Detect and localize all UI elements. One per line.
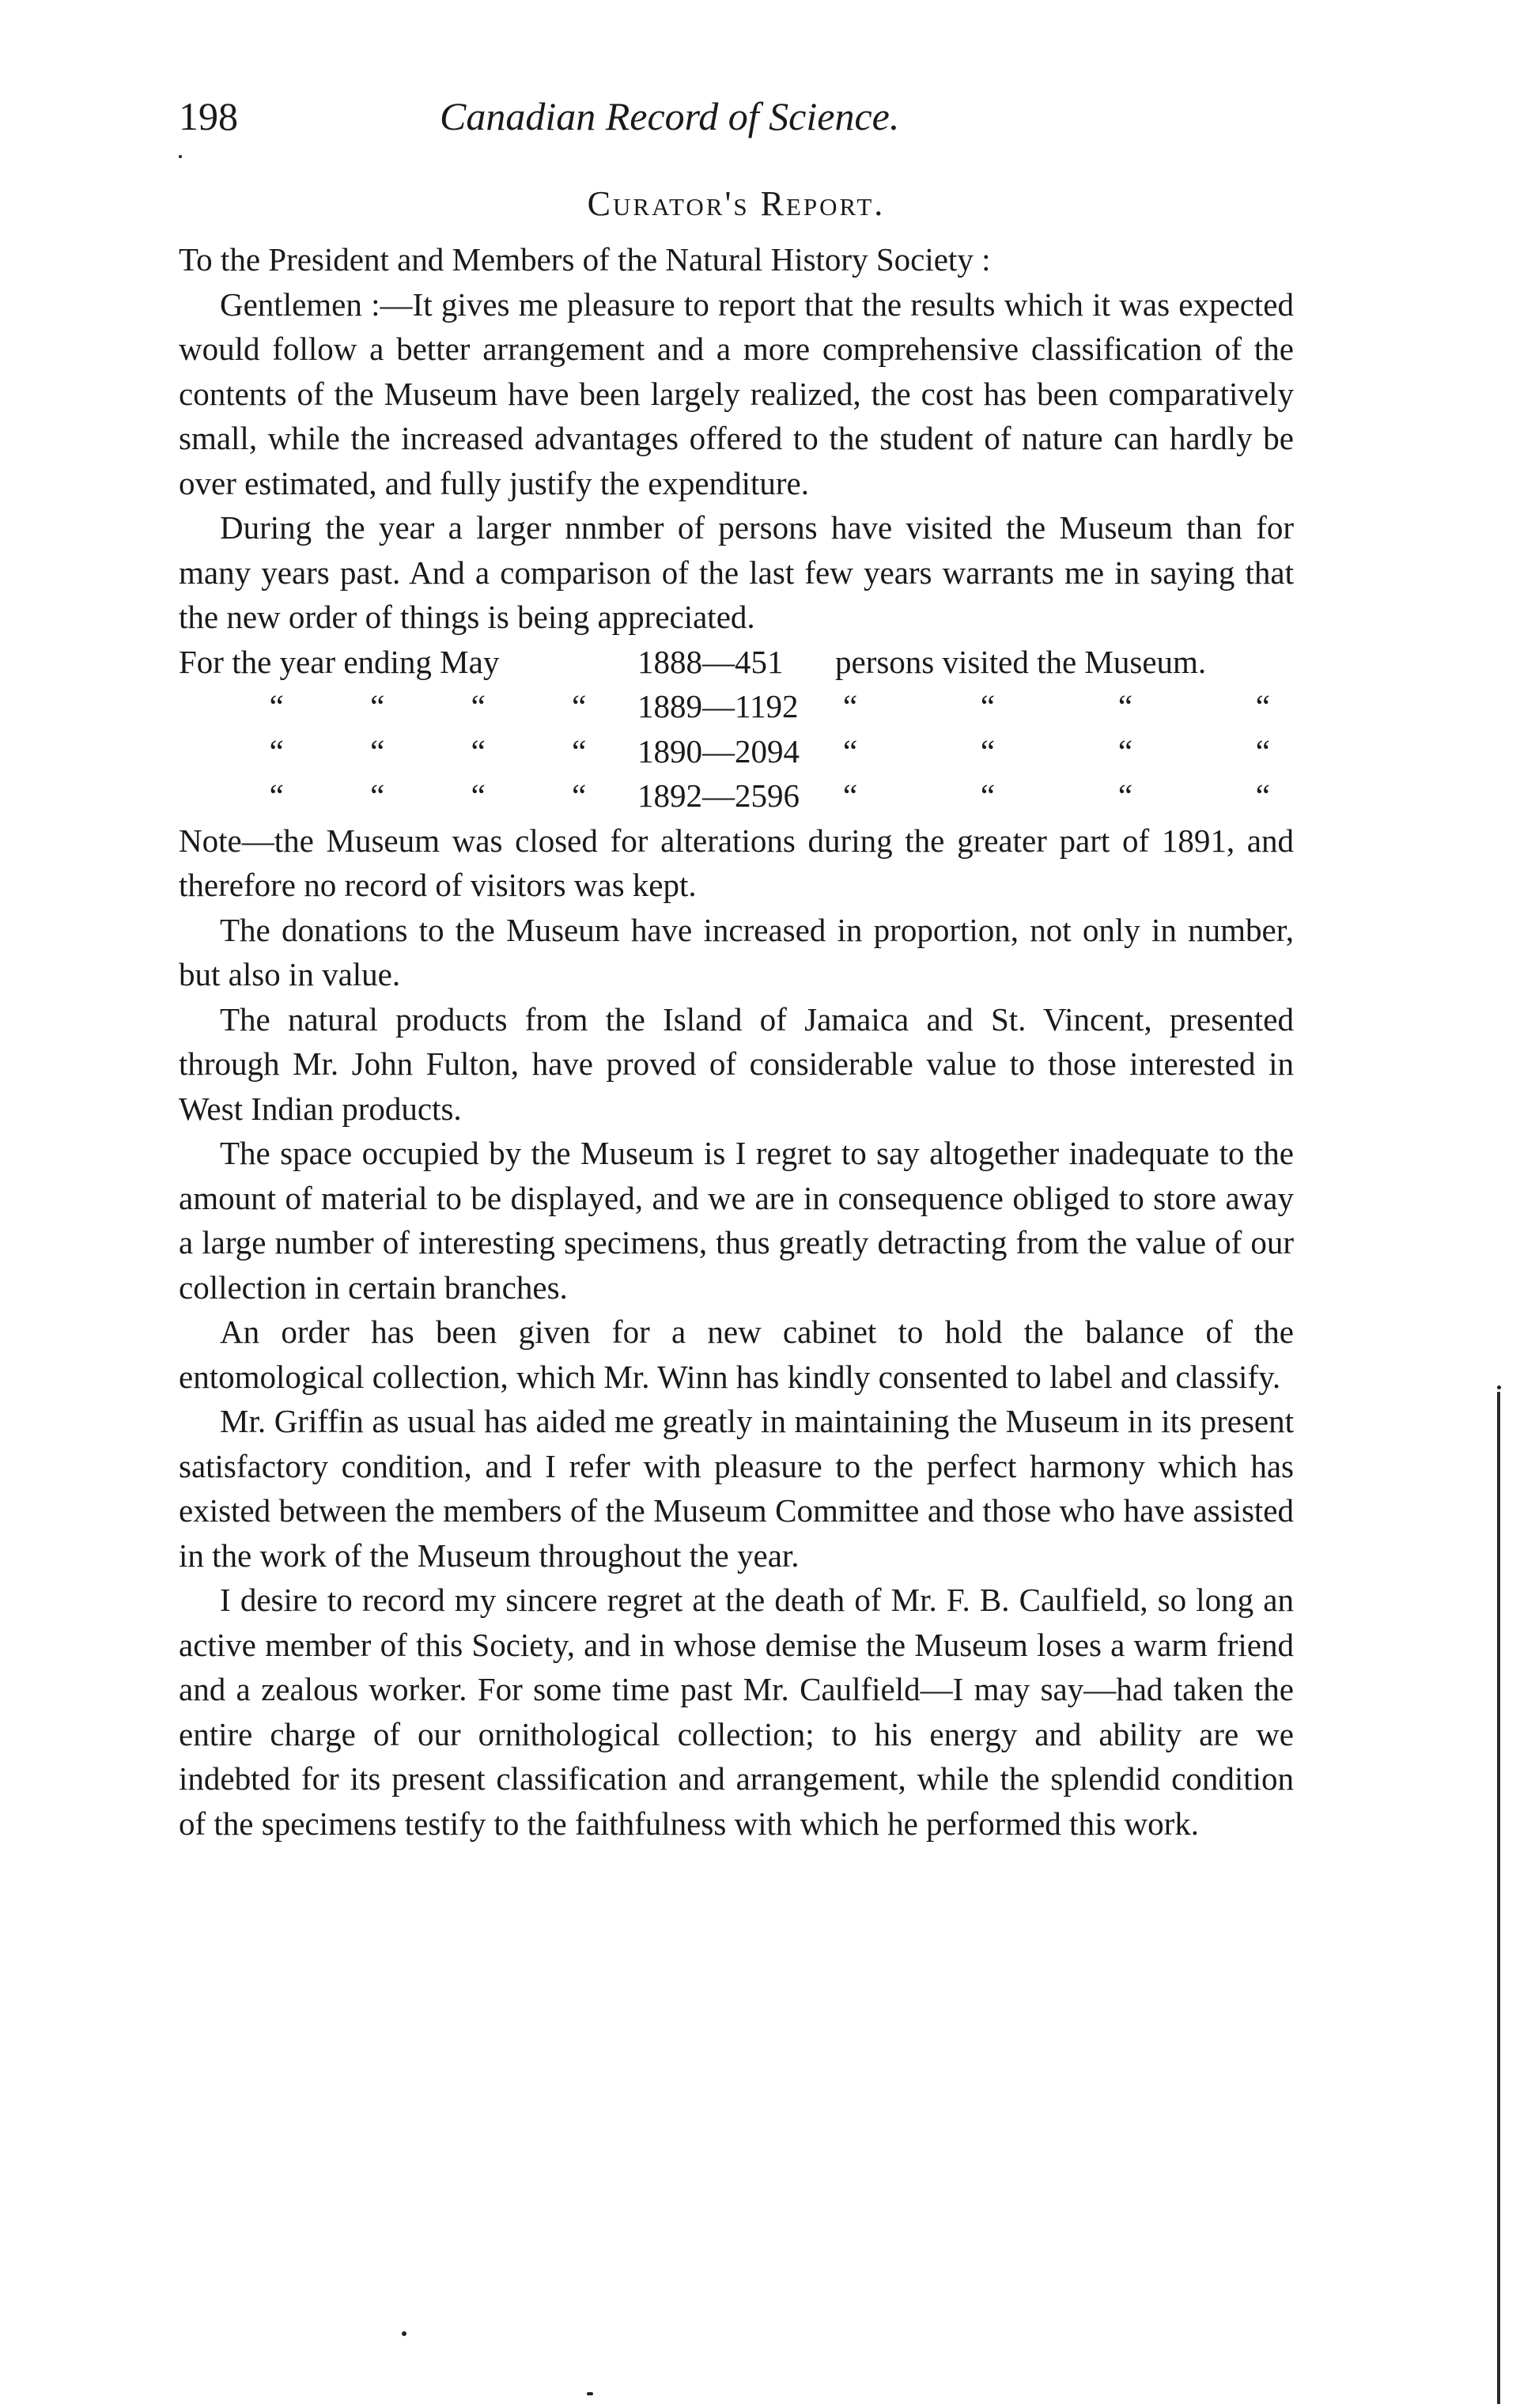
visitor-row-tail: persons visited the Museum.	[835, 643, 1207, 680]
ditto-marks	[179, 684, 637, 729]
scan-speck	[179, 155, 182, 158]
scan-edge-line	[1497, 1392, 1500, 2404]
ditto-mark: “	[1255, 732, 1270, 769]
paragraph: The donations to the Museum have increased in proportion, not only in number, but also in value.	[179, 911, 1294, 992]
paragraph: I desire to record my sincere regret at the death of Mr. F. B. Caulfield, so long an active member of this Society, and in whose demise the Museum loses a warm friend and a zealous worker. For some time past Mr. Caulfield—I may say—had taken the entire charge of our ornithological collection; to his energy and ability are we indebted for its present classification and arrangement, while the splendid condition of the specimens testify to the faithfulness with which he performed this work.	[179, 1582, 1294, 1842]
section-title: Curator's Report.	[587, 184, 886, 223]
visitor-row	[179, 729, 1294, 774]
paragraph: An order has been given for a new cabinet to hold the balance of the entomological collection, which Mr. Winn has kindly consented to label and classify.	[179, 1314, 1294, 1395]
page-number: 198	[179, 94, 238, 138]
note-paragraph: Note—the Museum was closed for alterations during the greater part of 1891, and therefore no record of visitors was kept.	[179, 822, 1294, 903]
ditto-mark: “	[843, 688, 858, 724]
ditto-mark: “	[572, 688, 587, 724]
ditto-mark: “	[370, 688, 385, 724]
visitor-year-count: 1892—2596	[637, 777, 800, 814]
visitor-row	[179, 640, 1294, 685]
ditto-mark: “	[1255, 777, 1270, 814]
paragraph: Gentlemen :—It gives me pleasure to report that the results which it was expected would follow a better arrangement and a more comprehensive classification of the contents of the Museum have been largely realized, the cost has been comparatively small, while the increased advantages offered to the student of nature can hardly be over estimated, and fully justify the expenditure.	[179, 285, 1294, 501]
ditto-mark: “	[471, 777, 486, 814]
ditto-mark: “	[471, 688, 486, 724]
visitor-year-count: 1888—451	[637, 643, 784, 680]
visitor-year-count: 1890—2094	[637, 732, 800, 769]
visitor-row-lead: For the year ending May	[179, 643, 500, 680]
paragraph: The space occupied by the Museum is I regret to say altogether inadequate to the amount of material to be displayed, and we are in consequence obliged to store away a large number of interesting specimens, thus greatly detracting from the value of our collection in certain branches.	[179, 1135, 1294, 1306]
running-head	[179, 93, 1294, 149]
ditto-mark: “	[1117, 777, 1133, 814]
ditto-mark: “	[471, 732, 486, 769]
scan-speck	[1497, 1385, 1501, 1389]
ditto-mark: “	[843, 777, 858, 814]
ditto-marks	[835, 684, 1294, 729]
ditto-mark: “	[843, 732, 858, 769]
ditto-mark: “	[980, 777, 996, 814]
ditto-mark: “	[269, 732, 284, 769]
ditto-mark: “	[572, 777, 587, 814]
journal-title: Canadian Record of Science.	[440, 94, 900, 138]
ditto-mark: “	[980, 732, 996, 769]
ditto-mark: “	[572, 732, 587, 769]
scan-speck	[587, 2392, 593, 2395]
visitor-row	[179, 684, 1294, 729]
salutation-line: To the President and Members of the Natural History Society :	[179, 241, 991, 278]
ditto-marks	[835, 773, 1294, 818]
ditto-mark: “	[269, 688, 284, 724]
ditto-mark: “	[269, 777, 284, 814]
ditto-marks	[179, 773, 637, 818]
paragraph: During the year a larger nnmber of persons have visited the Museum than for many years past. And a comparison of the last few years warrants me in saying that the new order of things is being appreciated.	[179, 509, 1294, 635]
ditto-mark: “	[370, 732, 385, 769]
ditto-mark: “	[370, 777, 385, 814]
visitor-year-count: 1889—1192	[637, 688, 799, 724]
ditto-mark: “	[1255, 688, 1270, 724]
ditto-mark: “	[1117, 688, 1133, 724]
visitor-row	[179, 773, 1294, 818]
ditto-mark: “	[980, 688, 996, 724]
ditto-marks	[179, 729, 637, 774]
visitor-counts	[179, 640, 1294, 818]
scan-speck	[402, 2331, 406, 2336]
ditto-marks	[835, 729, 1294, 774]
report-body	[179, 237, 1294, 1846]
paragraph: Mr. Griffin as usual has aided me greatly in maintaining the Museum in its present satisfactory condition, and I refer with pleasure to the perfect harmony which has existed between the members of the Museum Committee and those who have assisted in the work of the Museum throughout the year.	[179, 1403, 1294, 1574]
ditto-mark: “	[1117, 732, 1133, 769]
paragraph: The natural products from the Island of Jamaica and St. Vincent, presented through Mr. John Fulton, have proved of considerable value to those interested in West Indian products.	[179, 1000, 1294, 1127]
